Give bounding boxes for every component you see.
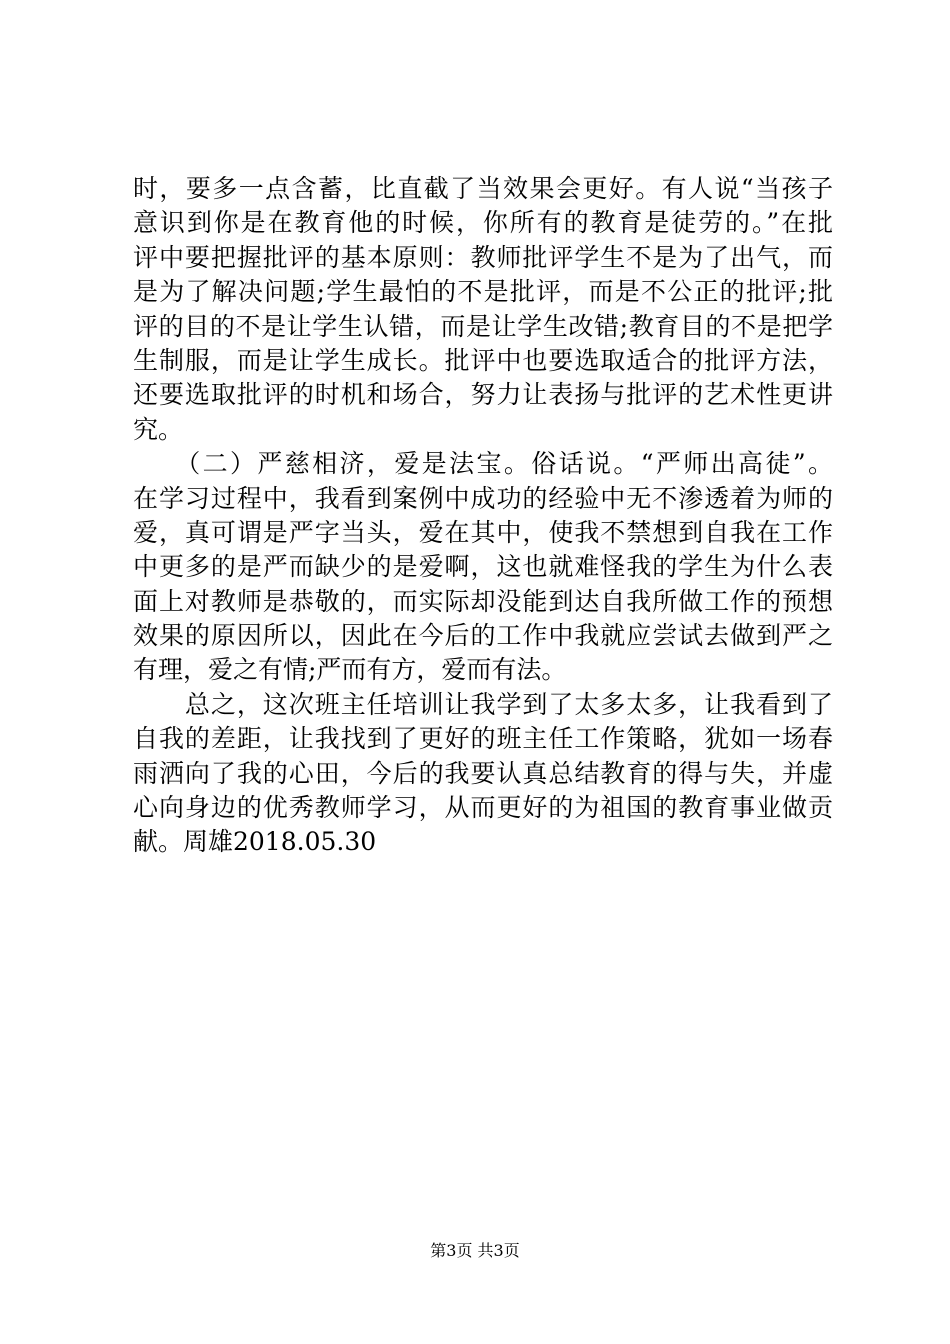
text-line: 还要选取批评的时机和场合，努力让表扬与批评的艺术性更讲 xyxy=(133,380,833,410)
text-line: 评的目的不是让学生认错，而是让学生改错;教育目的不是把学 xyxy=(133,311,833,341)
text-line: 中更多的是严而缺少的是爱啊，这也就难怪我的学生为什么表 xyxy=(133,552,833,582)
body-text xyxy=(133,172,833,860)
text-line: 总之，这次班主任培训让我学到了太多太多，让我看到了 xyxy=(133,689,833,719)
text-line: 心向身边的优秀教师学习，从而更好的为祖国的教育事业做贡 xyxy=(133,793,833,823)
page-footer xyxy=(0,1241,950,1261)
text-line: 时，要多一点含蓄，比直截了当效果会更好。有人说“当孩子 xyxy=(133,174,833,203)
text-line: 究。 xyxy=(133,414,184,444)
text-line: 雨洒向了我的心田，今后的我要认真总结教育的得与失，并虚 xyxy=(133,758,833,788)
text-line: 献。周雄2018.05.30 xyxy=(133,827,377,857)
text-line: 爱，真可谓是严字当头，爱在其中，使我不禁想到自我在工作 xyxy=(133,517,833,547)
text-line: 评中要把握批评的基本原则：教师批评学生不是为了出气，而 xyxy=(133,242,833,272)
text-line: 有理，爱之有情;严而有方，爱而有法。 xyxy=(133,655,567,685)
text-line: 效果的原因所以，因此在今后的工作中我就应尝试去做到严之 xyxy=(133,621,833,651)
text-line: 面上对教师是恭敬的，而实际却没能到达自我所做工作的预想 xyxy=(133,586,833,616)
text-line: 生制服，而是让学生成长。批评中也要选取适合的批评方法， xyxy=(133,345,833,375)
text-line: 意识到你是在教育他的时候，你所有的教育是徒劳的。”在批 xyxy=(133,208,833,238)
text-line: 是为了解决问题;学生最怕的不是批评，而是不公正的批评;批 xyxy=(133,277,833,307)
text-line: （二）严慈相济，爱是法宝。俗话说。“严师出高徒”。 xyxy=(133,449,833,479)
page-number-label: 第3页 共3页 xyxy=(430,1241,520,1260)
text-line: 自我的差距，让我找到了更好的班主任工作策略，犹如一场春 xyxy=(133,724,833,754)
text-line: 在学习过程中，我看到案例中成功的经验中无不渗透着为师的 xyxy=(133,483,833,513)
